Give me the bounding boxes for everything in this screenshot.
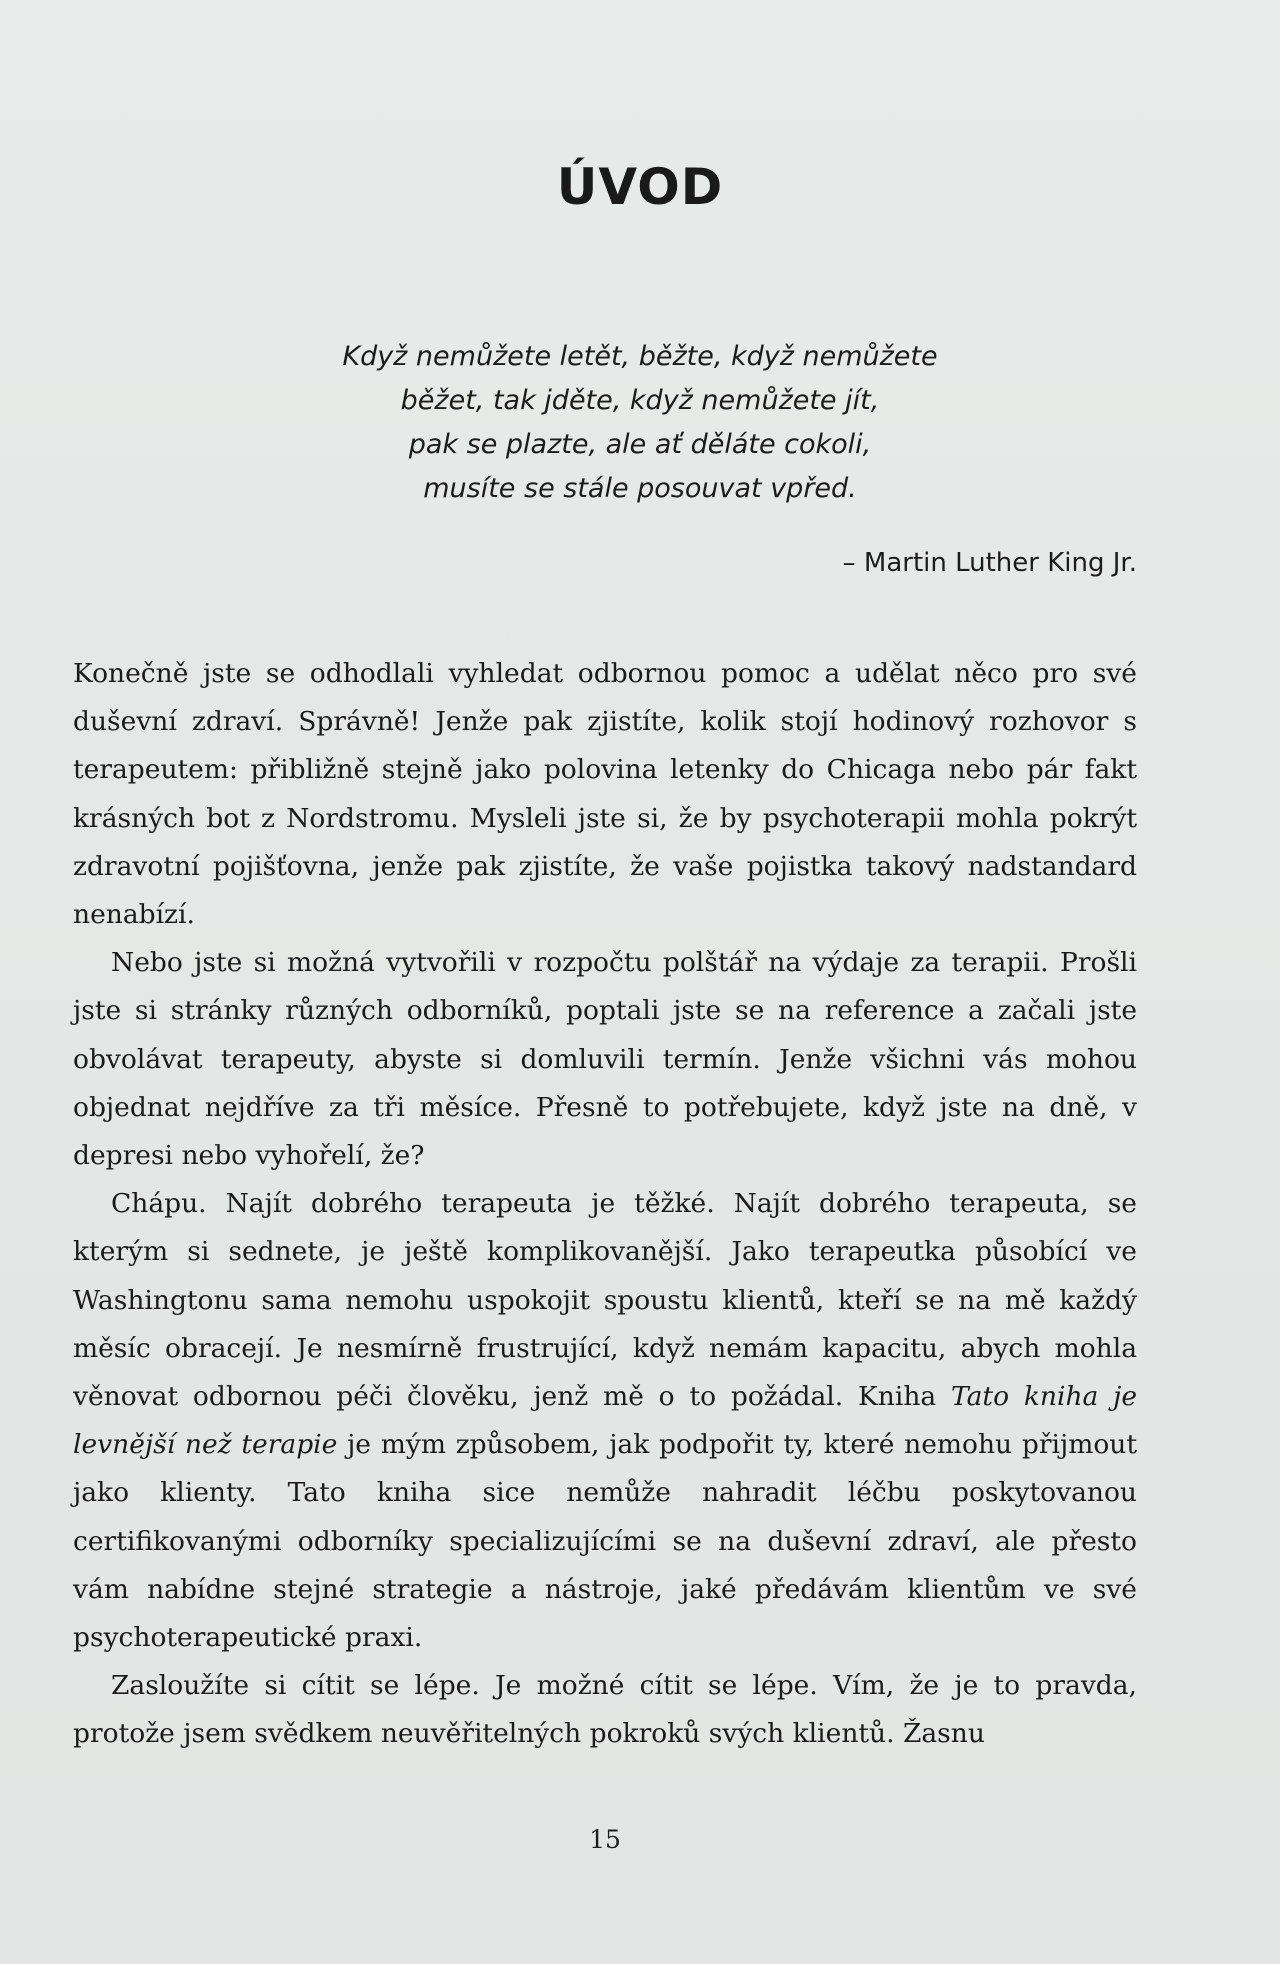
paragraph: Zasloužíte si cítit se lépe. Je možné cítit se lépe. Vím, že je to pravda, protože jsem svědkem neuvěřitelných pokroků svých klientů. Žasnu bbox=[73, 1670, 1137, 1750]
page-number: 15 bbox=[589, 1825, 621, 1854]
epigraph-line: běžet, tak jděte, když nemůžete jít, bbox=[400, 385, 880, 416]
epigraph-quote bbox=[0, 335, 1280, 511]
paragraph: Nebo jste si možná vytvořili v rozpočtu polštář na výdaje za terapii. Prošli jste si stránky různých odborníků, poptali jste se na reference a začali jste obvolávat terapeuty, abyste si domluvili termín. Jenže všichni vás mohou objednat nejdříve za tři měsíce. Přesně to potřebujete, když jste na dně, v depresi nebo vyhořelí, že? bbox=[73, 947, 1137, 1172]
body-text bbox=[73, 650, 1137, 1759]
epigraph-line: musíte se stále posouvat vpřed. bbox=[423, 473, 857, 504]
book-title: Tato kniha je levnější než terapie bbox=[73, 1381, 1138, 1461]
epigraph-line: pak se plazte, ale ať děláte cokoli, bbox=[408, 429, 872, 460]
paragraph bbox=[73, 1180, 1137, 1662]
chapter-title: ÚVOD bbox=[556, 158, 724, 216]
paragraph: Konečně jste se odhodlali vyhledat odbornou pomoc a udělat něco pro své duševní zdraví. Správně! Jenže pak zjistíte, kolik stojí hodinový rozhovor s terapeutem: přibližně stejně jako polovina letenky do Chicaga nebo pár fakt krásných bot z Nordstromu. Mysleli jste si, že by psychoterapii mohla pokrýt zdravotní pojišťovna, jenže pak zjistíte, že vaše pojistka takový nadstandard nenabízí. bbox=[73, 658, 1137, 931]
paragraph-text: Chápu. Najít dobrého terapeuta je těžké. Najít dobrého terapeuta, se kterým si sednete, je ještě komplikovanější. Jako terapeutka působící ve Washingtonu sama nemohu uspokojit spoustu klientů, kteří se na mě každý měsíc obracejí. Je nesmírně frustrující, když nemám kapacitu, abych mohla věnovat odbornou péči člověku, jenž mě o to požádal. Kniha bbox=[73, 1188, 1137, 1413]
epigraph-attribution: – Martin Luther King Jr. bbox=[842, 548, 1137, 578]
epigraph-line: Když nemůžete letět, běžte, když nemůžete bbox=[342, 341, 938, 372]
paragraph-text: je mým způsobem, jak podpořit ty, které nemohu přijmout jako klienty. Tato kniha sice nemůže nahradit léčbu poskytovanou certifikovanými odborníky specializujícími se na duševní zdraví, ale přesto vám nabídne stejné strategie a nástroje, jaké předávám klientům ve své psychoterapeutické praxi. bbox=[73, 1429, 1137, 1654]
